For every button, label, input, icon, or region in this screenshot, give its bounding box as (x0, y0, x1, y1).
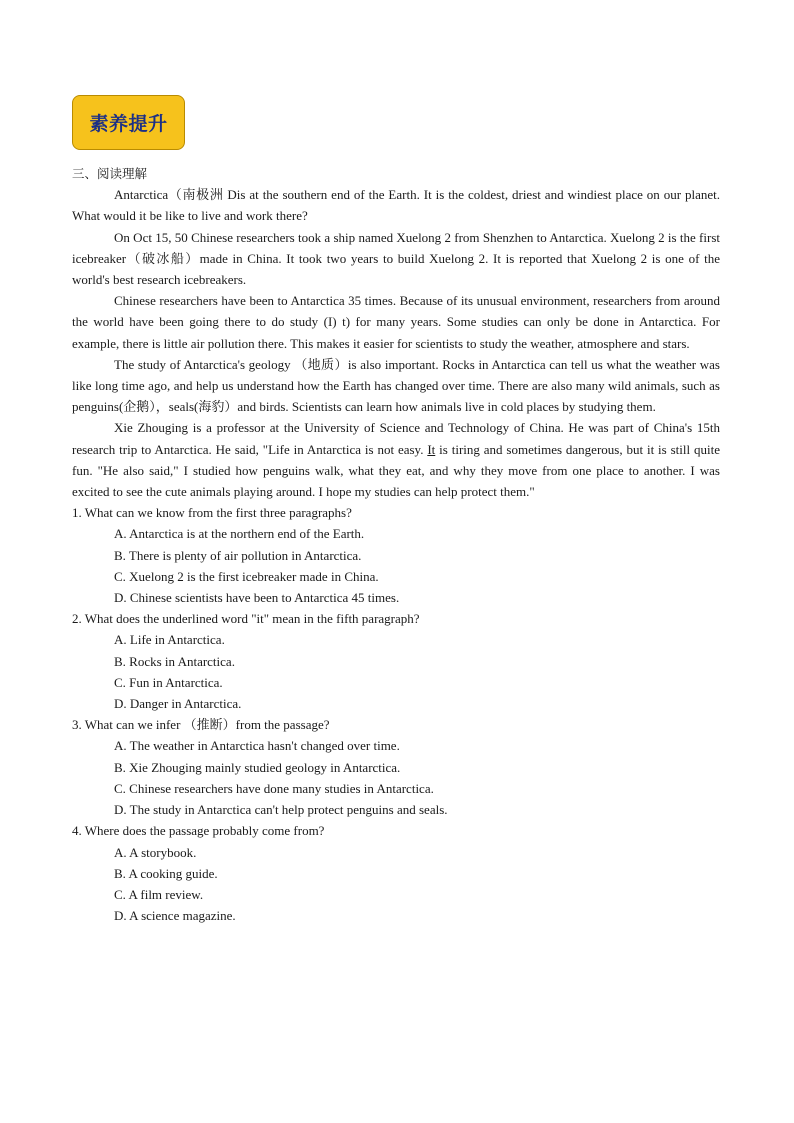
option-d: D. Danger in Antarctica. (114, 696, 242, 712)
underlined-word: It (427, 441, 436, 457)
reading-comprehension (72, 163, 720, 926)
option-d: D. A science magazine. (114, 908, 236, 924)
option-d: D. The study in Antarctica can't help protect penguins and seals. (114, 802, 448, 818)
passage-paragraph-3: Chinese researchers have been to Antarctica 35 times. Because of its unusual environment, researchers from around the world have been going there to do study (I) t) for many years. Some studies can only be done in Antarctica. For example, there is little air pollution there. This makes it easier for scientists to study the weather, atmosphere and stars. (72, 293, 720, 351)
option-c: C. Xuelong 2 is the first icebreaker made in China. (114, 568, 379, 584)
option-b: B. A cooking guide. (114, 865, 218, 881)
option-d: D. Chinese scientists have been to Antarctica 45 times. (114, 590, 400, 606)
badge-label: 素养提升 (89, 113, 168, 135)
section-badge (72, 95, 185, 150)
option-c: C. Chinese researchers have done many studies in Antarctica. (114, 780, 434, 796)
paragraph-5-after: is tiring and sometimes dangerous, but it is still quite fun. "He also said," I studied how penguins walk, what they eat, and why they move from one place to another. I was excited to see the cute animals playing around. I hope my studies can help protect them." (72, 441, 720, 500)
paragraph-5-before: Xie Zhouging is a professor at the University of Science and Technology of China. He was part of China's 15th research trip to Antarctica. He said, "Life in Antarctica is not easy. (72, 420, 720, 457)
option-a: A. A storybook. (114, 844, 197, 860)
passage-paragraph-2: On Oct 15, 50 Chinese researchers took a ship named Xuelong 2 from Shenzhen to Antarctica. Xuelong 2 is the first icebreaker（破冰船）made in China. It took two years to build Xuelong 2. It is reported that Xuelong 2 is one of the world's best research icebreakers. (72, 229, 720, 288)
question-stem: 2. What does the underlined word "it" mean in the fifth paragraph? (72, 611, 420, 627)
section-title: 三、阅读理解 (72, 166, 148, 181)
question-3 (72, 714, 720, 820)
question-2 (72, 608, 720, 714)
question-stem: 4. Where does the passage probably come from? (72, 823, 325, 839)
option-a: A. Life in Antarctica. (114, 632, 225, 648)
question-4 (72, 820, 720, 926)
passage-paragraph-1: Antarctica（南极洲 Dis at the southern end of the Earth. It is the coldest, driest and windiest place on our planet. What would it be like to live and work there? (72, 187, 720, 224)
option-a: A. Antarctica is at the northern end of the Earth. (114, 526, 365, 542)
question-stem: 1. What can we know from the first three paragraphs? (72, 505, 352, 521)
option-a: A. The weather in Antarctica hasn't changed over time. (114, 738, 400, 754)
option-b: B. Xie Zhouging mainly studied geology in Antarctica. (114, 759, 401, 775)
passage-paragraph-4: The study of Antarctica's geology （地质）is also important. Rocks in Antarctica can tell us what the weather was like long time ago, and help us understand how the Earth has changed over time. There are also many wild animals, such as penguins(企鹅），seals(海豹）and birds. Scientists can learn how animals live in cold places by studying them. (72, 356, 720, 415)
option-b: B. There is plenty of air pollution in Antarctica. (114, 547, 362, 563)
passage-paragraph-5 (72, 417, 720, 502)
question-stem: 3. What can we infer （推断）from the passage? (72, 717, 330, 733)
option-b: B. Rocks in Antarctica. (114, 653, 235, 669)
question-1 (72, 502, 720, 608)
option-c: C. A film review. (114, 886, 204, 902)
option-c: C. Fun in Antarctica. (114, 674, 223, 690)
